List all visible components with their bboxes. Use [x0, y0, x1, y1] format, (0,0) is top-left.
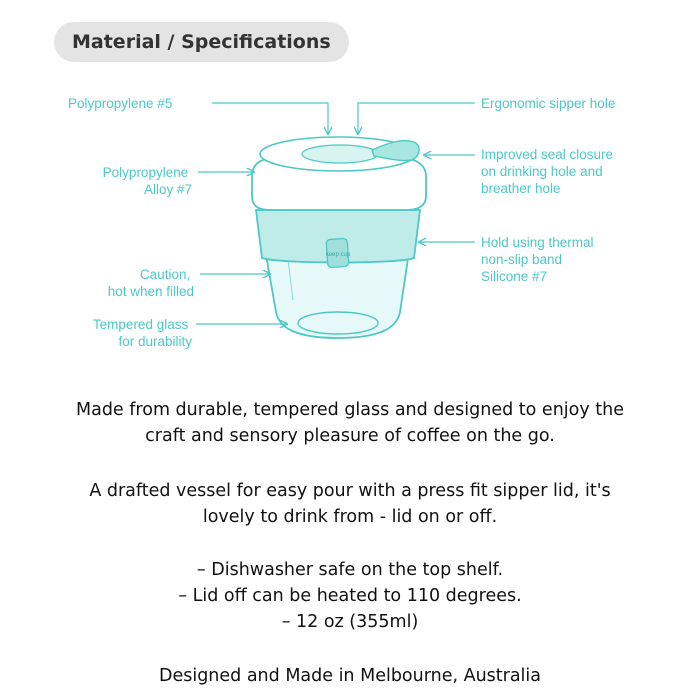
section-title: Material / Specifications	[72, 31, 331, 53]
keepcup-logo-text: keep cup	[325, 252, 351, 258]
feature-item: – Lid off can be heated to 110 degrees.	[178, 586, 522, 606]
feature-item: – Dishwasher safe on the top shelf.	[196, 560, 504, 580]
callout-polypropylene5: Polypropylene #5	[68, 96, 173, 111]
callout-caution: Caution, hot when filled	[107, 267, 194, 299]
callout-seal: Improved seal closure on drinking hole and breather hole	[481, 147, 614, 196]
description-paragraph-1	[40, 397, 660, 449]
leader-polypropylene5	[212, 103, 328, 134]
description-line: Made from durable, tempered glass and designed to enjoy the	[76, 400, 624, 420]
feature-item: – 12 oz (355ml)	[281, 612, 419, 632]
callout-glass: Tempered glass for durability	[92, 317, 192, 349]
description-line: craft and sensory pleasure of coffee on the go.	[145, 426, 555, 446]
leader-sipper	[358, 103, 475, 134]
description-line: lovely to drink from - lid on or off.	[202, 507, 498, 527]
origin-footer	[40, 663, 660, 689]
feature-list	[40, 557, 660, 635]
description-line: A drafted vessel for easy pour with a press fit sipper lid, it's	[89, 481, 611, 501]
origin-text: Designed and Made in Melbourne, Australia	[158, 666, 542, 686]
description-paragraph-2	[40, 478, 660, 530]
callout-alloy7: Polypropylene Alloy #7	[102, 165, 192, 197]
callout-sipper: Ergonomic sipper hole	[481, 96, 616, 111]
callout-band: Hold using thermal non-slip band Silicone #7	[481, 235, 594, 284]
lid-sipper-well	[302, 145, 378, 163]
